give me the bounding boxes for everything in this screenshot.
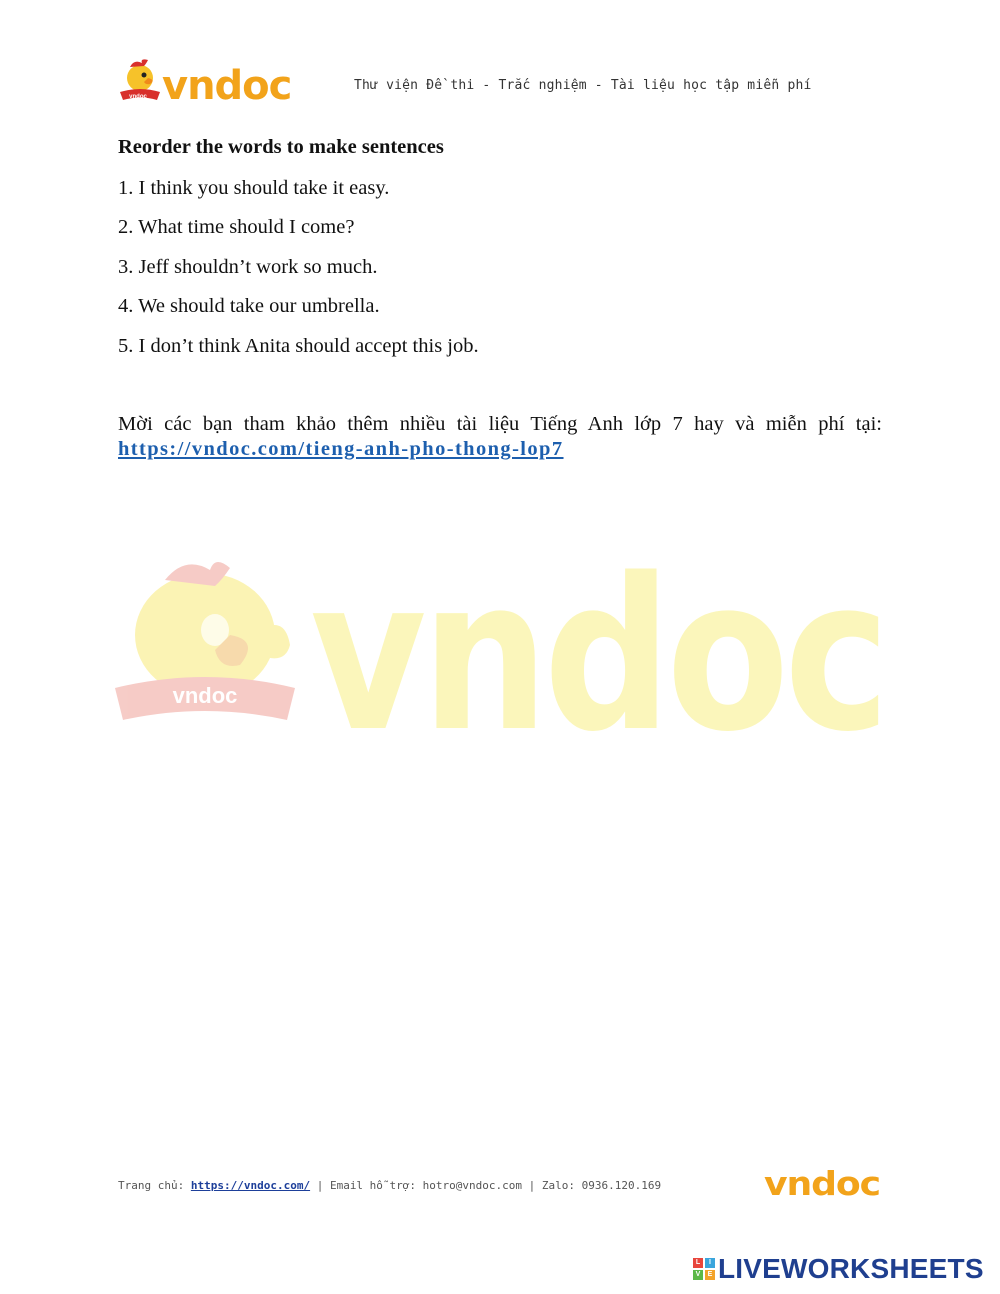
watermark-wordmark: vndoc (310, 533, 885, 778)
footer-vndoc-logo (764, 1164, 882, 1203)
logo-wordmark: vndoc (162, 63, 292, 109)
footer-home-link[interactable]: https://vndoc.com/ (190, 1179, 311, 1192)
list-item: 5. I don’t think Anita should accept this job. (118, 334, 479, 357)
exercise-heading: Reorder the words to make sentences (118, 136, 444, 158)
list-item: 2. What time should I come? (118, 216, 355, 239)
liveworksheets-label: LIVEWORKSHEETS (718, 1253, 984, 1284)
liveworksheets-badge (693, 1254, 984, 1284)
footer-contact: | Email hỗ trợ: hotro@vndoc.com | Zalo: 0936.120.169 (310, 1179, 662, 1192)
promo-link[interactable]: https://vndoc.com/tieng-anh-pho-thong-lop7 (118, 438, 564, 460)
watermark-ribbon-text: vndoc (172, 683, 238, 708)
vndoc-watermark (110, 533, 890, 778)
list-item: 1. I think you should take it easy. (118, 177, 390, 199)
promo-text: Mời các bạn tham khảo thêm nhiều tài liệu Tiếng Anh lớp 7 hay và miễn phí tại: (118, 413, 882, 435)
vndoc-logo (118, 58, 308, 109)
footer-logo-wordmark: vndoc (764, 1164, 880, 1203)
footer-text (118, 1179, 661, 1192)
sentence-list (118, 175, 479, 372)
header-tagline: Thư viện Đề thi - Trắc nghiệm - Tài liệu học tập miễn phí (354, 78, 812, 93)
list-item: 4. We should take our umbrella. (118, 295, 380, 318)
logo-ribbon-text: vndoc (129, 94, 147, 100)
footer-home-label: Trang chủ: (118, 1179, 191, 1192)
list-item: 3. Jeff shouldn’t work so much. (118, 255, 378, 278)
liveworksheets-squares-icon: L I V E (693, 1258, 715, 1280)
